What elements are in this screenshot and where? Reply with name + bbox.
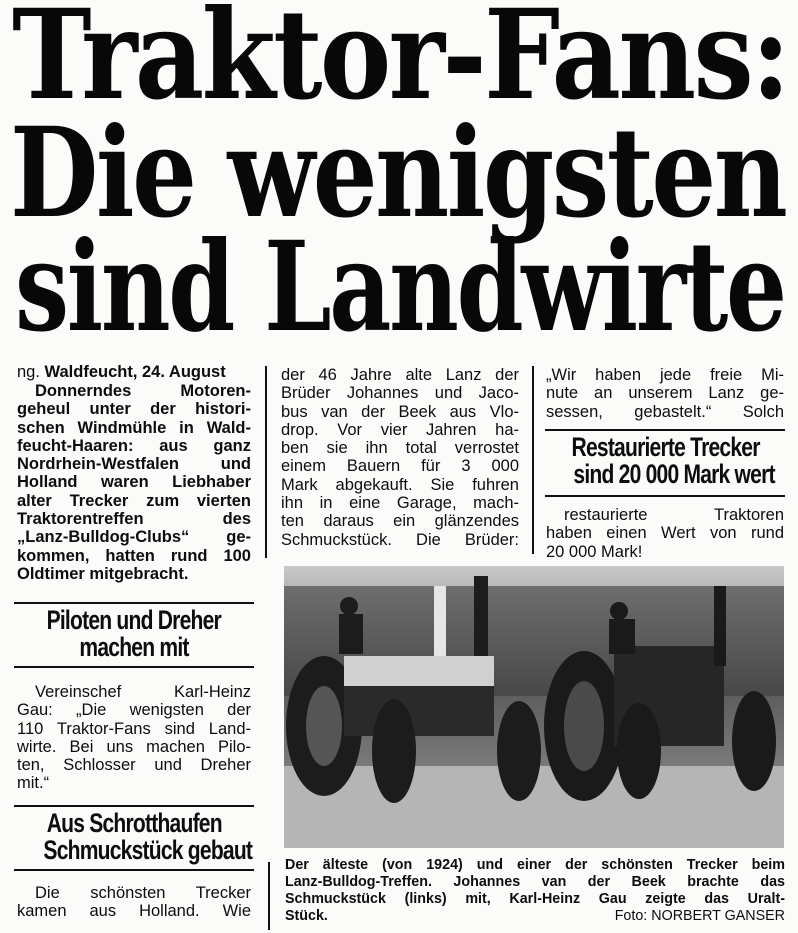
caption-line: Schmuckstück (links) mit, Karl-Heinz Gau zeigte das Uralt-: [285, 891, 785, 907]
dateline-prefix: ng.: [17, 363, 40, 381]
divider: [14, 805, 254, 807]
text-line: alter Trecker zum vierten: [17, 491, 251, 510]
subhead-line: machen mit: [79, 632, 189, 662]
paragraph-lanz: [281, 366, 519, 549]
column-rule: [268, 862, 270, 930]
caption-line: Der älteste (von 1924) und einer der schönsten Trecker beim: [285, 857, 785, 873]
text-line: Donnerndes Motoren-: [35, 382, 251, 400]
text-line: haben einen Wert von rund: [546, 524, 784, 543]
text-line: Nordrhein-Westfalen und: [17, 455, 251, 474]
headline-line-1: Traktor-Fans:: [12, 0, 788, 128]
headline-line-3: sind Landwirte: [15, 215, 785, 360]
divider: [545, 495, 785, 497]
subhead-restaurierte: [545, 434, 785, 488]
text-line: sessen, gebastelt.“ Solch: [546, 402, 784, 421]
text-line: mit.“: [17, 774, 50, 793]
subhead-line: Aus Schrotthaufen: [46, 808, 222, 838]
text-line: ihn in eine Garage, mach-: [281, 494, 519, 513]
text-line: Oldtimer mitgebracht.: [17, 564, 189, 583]
text-line: schen Windmühle in Wald-: [17, 418, 251, 437]
photo-credit: Foto: NORBERT GANSER: [614, 908, 785, 924]
subhead-schrotthaufen: [14, 810, 254, 864]
text-line: Vereinschef Karl-Heinz: [35, 683, 251, 701]
dateline: [17, 363, 253, 381]
paragraph-wert: [546, 506, 784, 561]
dateline-place-date: Waldfeucht, 24. August: [44, 363, 226, 381]
subhead-line: Piloten und Dreher: [46, 605, 222, 635]
text-line: kamen aus Holland. Wie: [17, 902, 251, 921]
divider: [545, 429, 785, 431]
text-line: drop. Vor vier Jahren ha-: [281, 420, 519, 439]
divider: [14, 666, 254, 668]
paragraph-quote: [546, 366, 784, 421]
column-rule: [532, 366, 534, 554]
caption-last-line: [285, 908, 785, 925]
headline-line-2: Die wenigsten: [10, 101, 786, 246]
text-line: 110 Traktor-Fans sind Land-: [17, 719, 251, 738]
photo-caption: [285, 857, 785, 925]
text-line: ten, Schlosser und Dreher: [17, 756, 251, 775]
text-line: feucht-Haaren: aus ganz: [17, 436, 251, 455]
text-line: wirte. Bei uns machen Pilo-: [17, 737, 251, 756]
lead-paragraph: [17, 382, 251, 583]
subhead-piloten: [14, 607, 254, 661]
text-line: Mark abgekauft. Sie fuhren: [281, 475, 519, 494]
text-line: restaurierte Traktoren: [564, 506, 784, 524]
text-line: Schmuckstück. Die Brüder:: [281, 530, 519, 549]
subhead-line: sind 20 000 Mark wert: [573, 459, 775, 489]
subhead-line: Restaurierte Trecker: [571, 432, 760, 462]
text-line: „Wir haben jede freie Mi-: [546, 366, 784, 384]
text-line: geheul unter der histori-: [17, 400, 251, 419]
text-line: nute an unserem Lanz ge-: [546, 384, 784, 403]
tractor-photo: [284, 566, 784, 848]
text-line: 20 000 Mark!: [546, 542, 643, 561]
paragraph-vereinschef: [17, 683, 251, 793]
text-line: Traktorentreffen des: [17, 510, 251, 529]
paragraph-holland: [17, 884, 251, 921]
caption-line: Stück.: [285, 908, 328, 924]
text-line: einem Bauern für 3 000: [281, 457, 519, 476]
column-rule: [265, 366, 267, 558]
text-line: bus van der Beek aus Vlo-: [281, 402, 519, 421]
text-line: der 46 Jahre alte Lanz der: [281, 366, 519, 384]
text-line: Die schönsten Trecker: [35, 884, 251, 902]
text-line: ten daraus ein glänzendes: [281, 512, 519, 531]
text-line: ben sie ihn total verrostet: [281, 439, 519, 458]
text-line: Brüder Johannes und Jaco-: [281, 384, 519, 403]
text-line: Gau: „Die wenigsten der: [17, 701, 251, 720]
subhead-line: Schmuckstück gebaut: [43, 835, 253, 865]
caption-line: Lanz-Bulldog-Treffen. Johannes van der Beek brachte das: [285, 874, 785, 890]
divider: [14, 602, 254, 604]
text-line: „Lanz-Bulldog-Clubs“ ge-: [17, 528, 251, 547]
text-line: kommen, hatten rund 100: [17, 546, 251, 565]
text-line: Holland waren Liebhaber: [17, 473, 251, 492]
divider: [14, 869, 254, 871]
